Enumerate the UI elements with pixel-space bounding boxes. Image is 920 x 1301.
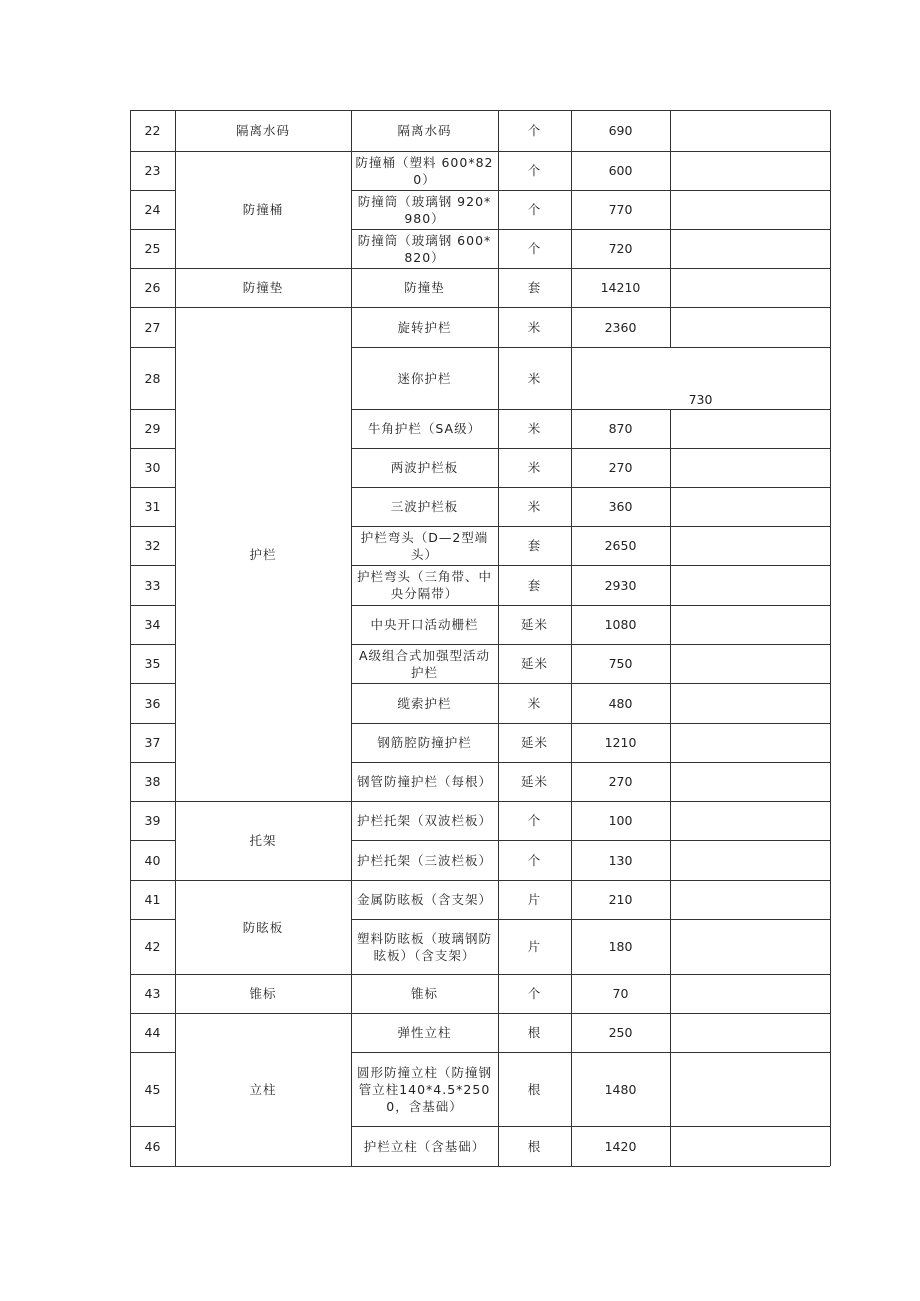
row-number-cell: 26 <box>144 280 161 295</box>
grid-horizontal-line <box>130 801 830 802</box>
item-name-cell: 三波护栏板 <box>390 499 459 514</box>
quantity-cell: 690 <box>608 123 633 138</box>
item-name-cell: 钢管防撞护栏（每根） <box>356 774 492 789</box>
quantity-cell: 1080 <box>604 617 637 632</box>
grid-horizontal-line <box>351 644 830 645</box>
grid-horizontal-line <box>130 487 175 488</box>
grid-horizontal-line <box>351 1052 830 1053</box>
grid-horizontal-line <box>351 190 830 191</box>
grid-horizontal-line <box>351 919 830 920</box>
grid-horizontal-line <box>130 1166 830 1167</box>
item-name-cell: 护栏立柱（含基础） <box>363 1138 486 1154</box>
item-name-cell: 钢筋腔防撞护栏 <box>377 735 472 750</box>
category-cell: 防眩板 <box>242 919 284 935</box>
row-number-cell: 44 <box>144 1025 161 1040</box>
grid-horizontal-line <box>351 723 830 724</box>
item-name-cell: 塑料防眩板（玻璃钢防眩板）（含支架） <box>356 930 492 963</box>
item-name-cell: 旋转护栏 <box>397 319 452 335</box>
row-number-cell: 22 <box>144 123 161 138</box>
unit-cell: 个 <box>527 163 542 178</box>
row-number-cell: 39 <box>144 813 161 828</box>
row-number-cell: 29 <box>144 421 161 436</box>
row-number-cell: 27 <box>144 319 161 335</box>
item-name-cell: 锥标 <box>410 986 438 1001</box>
unit-cell: 个 <box>527 241 542 256</box>
grid-horizontal-line <box>130 151 830 152</box>
unit-cell: 个 <box>527 123 542 138</box>
item-name-cell: 护栏托架（双波栏板） <box>356 813 492 828</box>
quantity-cell: 2650 <box>604 538 637 553</box>
grid-horizontal-line <box>130 409 175 410</box>
grid-horizontal-line <box>130 1052 175 1053</box>
unit-cell: 延米 <box>520 735 548 750</box>
unit-cell: 米 <box>527 319 542 335</box>
unit-cell: 个 <box>527 852 542 868</box>
quantity-cell: 250 <box>608 1025 633 1040</box>
item-name-cell: 防撞垫 <box>404 280 445 295</box>
item-name-cell: 防撞筒（玻璃钢 600*820） <box>357 232 492 265</box>
row-number-cell: 24 <box>144 202 161 217</box>
unit-cell: 延米 <box>520 656 548 671</box>
quantity-cell: 210 <box>608 892 633 907</box>
grid-horizontal-line <box>351 683 830 684</box>
unit-cell: 根 <box>527 1025 542 1040</box>
category-cell: 锥标 <box>249 986 277 1001</box>
row-number-cell: 40 <box>144 852 161 868</box>
unit-cell: 米 <box>527 370 542 386</box>
unit-cell: 米 <box>527 695 542 711</box>
row-number-cell: 45 <box>144 1081 161 1097</box>
grid-horizontal-line <box>130 190 175 191</box>
category-cell: 防撞垫 <box>242 280 284 295</box>
quantity-cell: 480 <box>608 695 633 711</box>
quantity-cell: 100 <box>608 813 633 828</box>
item-name-cell: A级组合式加强型活动护栏 <box>358 647 491 680</box>
grid-horizontal-line <box>130 723 175 724</box>
quantity-cell: 770 <box>608 202 633 217</box>
grid-horizontal-line <box>130 644 175 645</box>
quantity-cell: 2930 <box>604 577 637 593</box>
unit-cell: 套 <box>527 280 542 295</box>
quantity-cell: 600 <box>608 163 633 178</box>
category-cell: 托架 <box>249 833 277 848</box>
grid-horizontal-line <box>351 347 830 348</box>
item-name-cell: 迷你护栏 <box>397 370 452 386</box>
quantity-cell: 270 <box>608 774 633 789</box>
grid-horizontal-line <box>130 526 175 527</box>
grid-horizontal-line <box>351 229 830 230</box>
grid-horizontal-line <box>130 1126 175 1127</box>
grid-horizontal-line <box>130 683 175 684</box>
row-number-cell: 42 <box>144 939 161 954</box>
row-number-cell: 34 <box>144 617 161 632</box>
category-cell: 防撞桶 <box>242 202 284 217</box>
row-number-cell: 31 <box>144 499 161 514</box>
unit-cell: 片 <box>527 939 542 954</box>
price-table <box>130 110 830 1166</box>
quantity-cell: 1420 <box>604 1138 637 1154</box>
grid-horizontal-line <box>130 110 830 111</box>
unit-cell: 个 <box>527 813 542 828</box>
grid-horizontal-line <box>351 565 830 566</box>
row-number-cell: 25 <box>144 241 161 256</box>
quantity-cell: 720 <box>608 241 633 256</box>
grid-horizontal-line <box>130 347 175 348</box>
quantity-cell: 130 <box>608 852 633 868</box>
row-number-cell: 30 <box>144 460 161 475</box>
category-cell: 立柱 <box>249 1082 277 1097</box>
item-name-cell: 隔离水码 <box>397 123 452 138</box>
item-name-cell: 防撞筒（玻璃钢 920*980） <box>357 193 492 226</box>
unit-cell: 根 <box>527 1138 542 1154</box>
category-cell: 护栏 <box>249 546 277 562</box>
quantity-cell: 14210 <box>600 280 641 295</box>
category-cell: 隔离水码 <box>235 123 290 138</box>
row-number-cell: 35 <box>144 656 161 671</box>
grid-horizontal-line <box>130 605 175 606</box>
grid-horizontal-line <box>130 974 830 975</box>
grid-horizontal-line <box>130 307 830 308</box>
row-number-cell: 43 <box>144 986 161 1001</box>
item-name-cell: 两波护栏板 <box>390 460 459 475</box>
unit-cell: 米 <box>527 421 542 436</box>
row-number-cell: 46 <box>144 1138 161 1154</box>
grid-horizontal-line <box>351 448 830 449</box>
item-name-cell: 缆索护栏 <box>397 695 452 711</box>
grid-horizontal-line <box>130 1013 830 1014</box>
unit-cell: 片 <box>527 892 542 907</box>
quantity-cell: 2360 <box>604 319 637 335</box>
quantity-cell: 1210 <box>604 735 637 750</box>
row-number-cell: 41 <box>144 892 161 907</box>
grid-horizontal-line <box>130 919 175 920</box>
grid-horizontal-line <box>351 409 830 410</box>
quantity-cell: 70 <box>612 986 629 1001</box>
item-name-cell: 防撞桶（塑料 600*820） <box>355 154 494 187</box>
grid-horizontal-line <box>130 268 830 269</box>
item-name-cell: 圆形防撞立柱（防撞钢管立柱140*4.5*2500，含基础） <box>356 1064 492 1114</box>
grid-horizontal-line <box>130 880 830 881</box>
item-name-cell: 金属防眩板（含支架） <box>356 892 492 907</box>
quantity-cell: 730 <box>688 392 713 407</box>
grid-vertical-line <box>830 110 831 1166</box>
grid-horizontal-line <box>351 762 830 763</box>
grid-horizontal-line <box>351 526 830 527</box>
quantity-cell: 180 <box>608 939 633 954</box>
grid-horizontal-line <box>351 840 830 841</box>
quantity-cell: 270 <box>608 460 633 475</box>
grid-horizontal-line <box>130 229 175 230</box>
row-number-cell: 37 <box>144 735 161 750</box>
unit-cell: 个 <box>527 202 542 217</box>
row-number-cell: 38 <box>144 774 161 789</box>
row-number-cell: 36 <box>144 695 161 711</box>
item-name-cell: 护栏弯头（三角带、中央分隔带） <box>356 569 492 601</box>
unit-cell: 个 <box>527 986 542 1001</box>
quantity-cell: 360 <box>608 499 633 514</box>
row-number-cell: 32 <box>144 538 161 553</box>
unit-cell: 米 <box>527 460 542 475</box>
quantity-cell: 1480 <box>604 1081 637 1097</box>
item-name-cell: 牛角护栏（SA级） <box>367 421 482 436</box>
item-name-cell: 弹性立柱 <box>397 1025 452 1040</box>
unit-cell: 根 <box>527 1081 542 1097</box>
grid-horizontal-line <box>351 605 830 606</box>
grid-horizontal-line <box>351 487 830 488</box>
item-name-cell: 护栏托架（三波栏板） <box>356 852 492 868</box>
item-name-cell: 中央开口活动栅栏 <box>370 617 479 632</box>
quantity-cell: 750 <box>608 656 633 671</box>
grid-horizontal-line <box>130 448 175 449</box>
item-name-cell: 护栏弯头（D—2型端头） <box>360 529 489 562</box>
unit-cell: 套 <box>527 538 542 553</box>
row-number-cell: 28 <box>144 370 161 386</box>
grid-horizontal-line <box>351 1126 830 1127</box>
unit-cell: 米 <box>527 499 542 514</box>
grid-horizontal-line <box>130 840 175 841</box>
unit-cell: 延米 <box>520 774 548 789</box>
row-number-cell: 23 <box>144 163 161 178</box>
grid-horizontal-line <box>130 762 175 763</box>
quantity-cell: 870 <box>608 421 633 436</box>
unit-cell: 延米 <box>520 617 548 632</box>
row-number-cell: 33 <box>144 577 161 593</box>
unit-cell: 套 <box>527 577 542 593</box>
grid-horizontal-line <box>130 565 175 566</box>
